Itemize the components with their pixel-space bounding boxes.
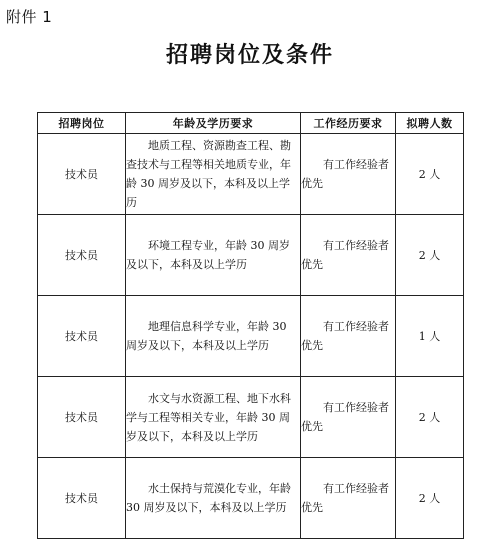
positions-table	[37, 112, 464, 539]
headcount-cell: 2 人	[396, 215, 464, 296]
column-header-experience: 工作经历要求	[301, 113, 396, 134]
position-cell: 技术员	[38, 134, 126, 215]
position-cell: 技术员	[38, 377, 126, 458]
column-header-headcount: 拟聘人数	[396, 113, 464, 134]
table-row	[38, 296, 464, 377]
experience-cell: 有工作经验者优先	[301, 296, 396, 377]
experience-cell: 有工作经验者优先	[301, 377, 396, 458]
requirements-cell: 地质工程、资源勘查工程、勘查技术与工程等相关地质专业，年龄 30 周岁及以下，本科及以上学历	[126, 134, 301, 215]
column-header-requirements: 年龄及学历要求	[126, 113, 301, 134]
position-cell: 技术员	[38, 215, 126, 296]
header-row	[38, 113, 464, 134]
table-row	[38, 134, 464, 215]
requirements-cell: 环境工程专业，年龄 30 周岁及以下，本科及以上学历	[126, 215, 301, 296]
headcount-cell: 2 人	[396, 458, 464, 539]
requirements-cell: 地理信息科学专业，年龄 30 周岁及以下，本科及以上学历	[126, 296, 301, 377]
headcount-cell: 1 人	[396, 296, 464, 377]
experience-cell: 有工作经验者优先	[301, 458, 396, 539]
document-title: 招聘岗位及条件	[165, 42, 334, 68]
table-body	[38, 134, 464, 539]
position-cell: 技术员	[38, 296, 126, 377]
experience-cell: 有工作经验者优先	[301, 215, 396, 296]
requirements-cell: 水文与水资源工程、地下水科学与工程等相关专业，年龄 30 周岁及以下，本科及以上学历	[126, 377, 301, 458]
table-row	[38, 377, 464, 458]
table-row	[38, 215, 464, 296]
headcount-cell: 2 人	[396, 134, 464, 215]
experience-cell: 有工作经验者优先	[301, 134, 396, 215]
headcount-cell: 2 人	[396, 377, 464, 458]
requirements-cell: 水土保持与荒漠化专业，年龄 30 周岁及以下，本科及以上学历	[126, 458, 301, 539]
position-cell: 技术员	[38, 458, 126, 539]
table-header	[38, 113, 464, 134]
table-row	[38, 458, 464, 539]
column-header-position: 招聘岗位	[38, 113, 126, 134]
attachment-label: 附件 1	[6, 8, 53, 26]
